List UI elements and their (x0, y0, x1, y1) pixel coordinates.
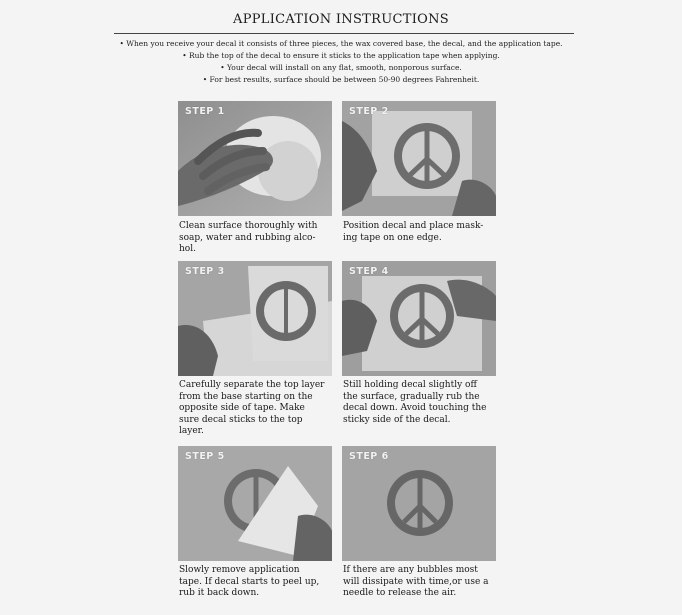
caption-line: Still holding decal slightly off (343, 380, 477, 390)
page-title: APPLICATION INSTRUCTIONS (233, 12, 449, 27)
caption-line: Position decal and place mask- (343, 221, 484, 231)
caption-line: hol. (179, 244, 196, 254)
caption-line: layer. (179, 426, 204, 436)
bullet-item: • Rub the top of the decal to ensure it sticks to the application tape when applying. (182, 51, 500, 60)
caption-line: Clean surface thoroughly with (179, 221, 318, 231)
step-6-label: STEP 6 (349, 451, 389, 462)
step-2-photo (342, 101, 496, 216)
step-4-label: STEP 4 (349, 266, 389, 277)
step-4-caption (343, 380, 503, 426)
step-2-caption (343, 221, 503, 244)
caption-line: will dissipate with time,or use a (343, 576, 489, 587)
step-2-label: STEP 2 (349, 106, 389, 117)
step-5-photo (178, 446, 332, 561)
step-6-photo (342, 446, 496, 561)
caption-line: ing tape on one edge. (343, 232, 442, 243)
caption-line: Slowly remove application (179, 565, 300, 575)
caption-line: needle to release the air. (343, 588, 457, 598)
step-2-image (342, 101, 496, 216)
step-4-image (342, 261, 496, 376)
step-1-photo (178, 101, 332, 216)
caption-line: Carefully separate the top layer (179, 380, 325, 390)
caption-line: opposite side of tape. Make (179, 403, 305, 413)
step-5-label: STEP 5 (185, 451, 225, 462)
caption-line: decal down. Avoid touching the (343, 403, 487, 413)
bullet-item: • For best results, surface should be between 50-90 degrees Fahrenheit. (202, 75, 480, 84)
step-1-caption (179, 221, 339, 256)
step-1-image (178, 101, 332, 216)
step-5-caption (179, 565, 339, 600)
caption-line: soap, water and rubbing alco- (179, 232, 316, 243)
intro-bullets (0, 38, 682, 86)
step-3-image (178, 261, 332, 376)
caption-line: sure decal sticks to the top (179, 414, 303, 425)
caption-line: the surface, gradually rub the (343, 391, 480, 402)
caption-line: tape. If decal starts to peel up, (179, 576, 320, 587)
step-4-photo (342, 261, 496, 376)
caption-line: rub it back down. (179, 588, 260, 598)
caption-line: If there are any bubbles most (343, 565, 478, 575)
step-6-image (342, 446, 496, 561)
caption-line: sticky side of the decal. (343, 414, 451, 425)
step-1-label: STEP 1 (185, 106, 225, 117)
step-3-photo (178, 261, 332, 376)
title-divider (114, 33, 574, 34)
bullet-item: • When you receive your decal it consists of three pieces, the wax covered base, the decal, and the application tape. (119, 39, 563, 48)
step-3-label: STEP 3 (185, 266, 225, 277)
step-6-caption (343, 565, 503, 600)
caption-line: from the base starting on the (179, 391, 313, 402)
step-5-image (178, 446, 332, 561)
bullet-item: • Your decal will install on any flat, smooth, nonporous surface. (220, 63, 462, 72)
step-3-caption (179, 380, 339, 438)
